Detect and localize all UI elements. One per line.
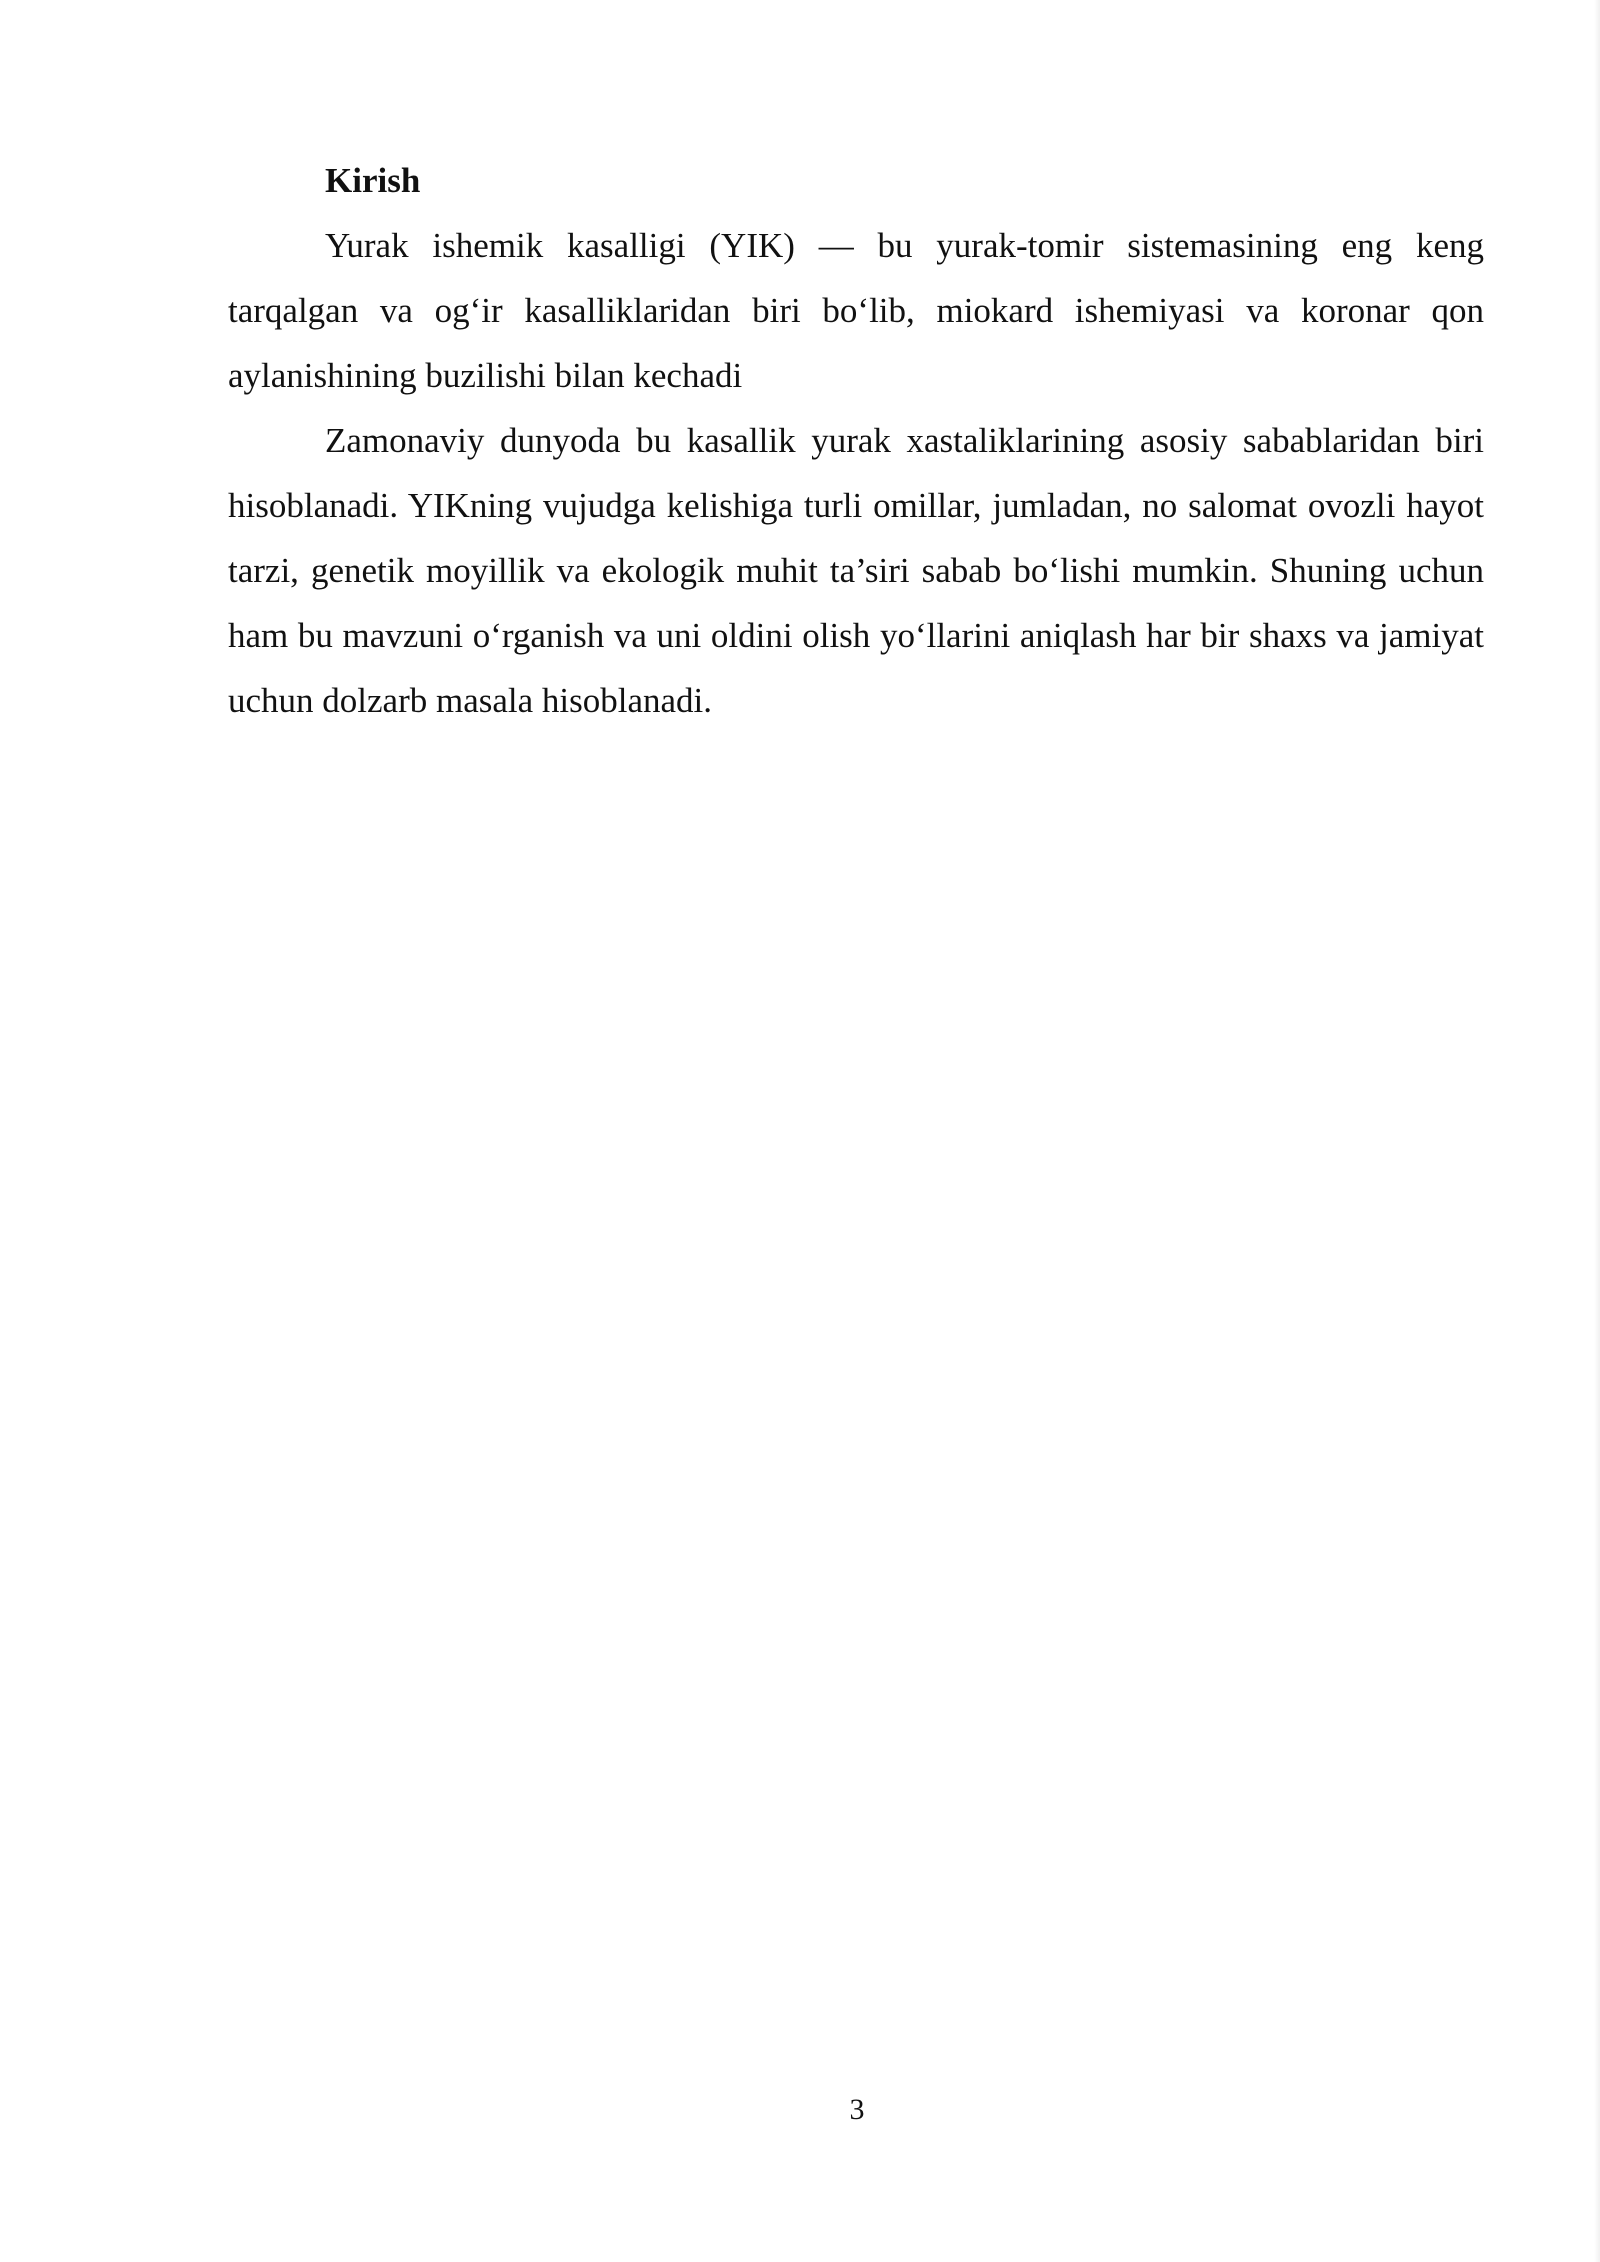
page-content: [228, 148, 1484, 733]
page-edge-shadow: [1594, 0, 1600, 2262]
section-heading: Kirish: [325, 161, 421, 200]
paragraph-2: Zamonaviy dunyoda bu kasallik yurak xastaliklarining asosiy sabablaridan biri hisoblanadi. YIKning vujudga kelishiga turli omillar, jumladan, no salomat ovozli hayot tarzi, genetik moyillik va ekologik muhit ta’siri sabab bo‘lishi mumkin. Shuning uchun ham bu mavzuni o‘rganish va uni oldini olish yo‘llarini aniqlash har bir shaxs va jamiyat uchun dolzarb masala hisoblanadi.: [228, 421, 1484, 720]
paragraph-1: Yurak ishemik kasalligi (YIK) — bu yurak-tomir sistemasining eng keng tarqalgan va og‘ir kasalliklaridan biri bo‘lib, miokard ishemiyasi va koronar qon aylanishining buzilishi bilan kechadi: [228, 226, 1484, 395]
page-number: 3: [849, 2093, 865, 2126]
